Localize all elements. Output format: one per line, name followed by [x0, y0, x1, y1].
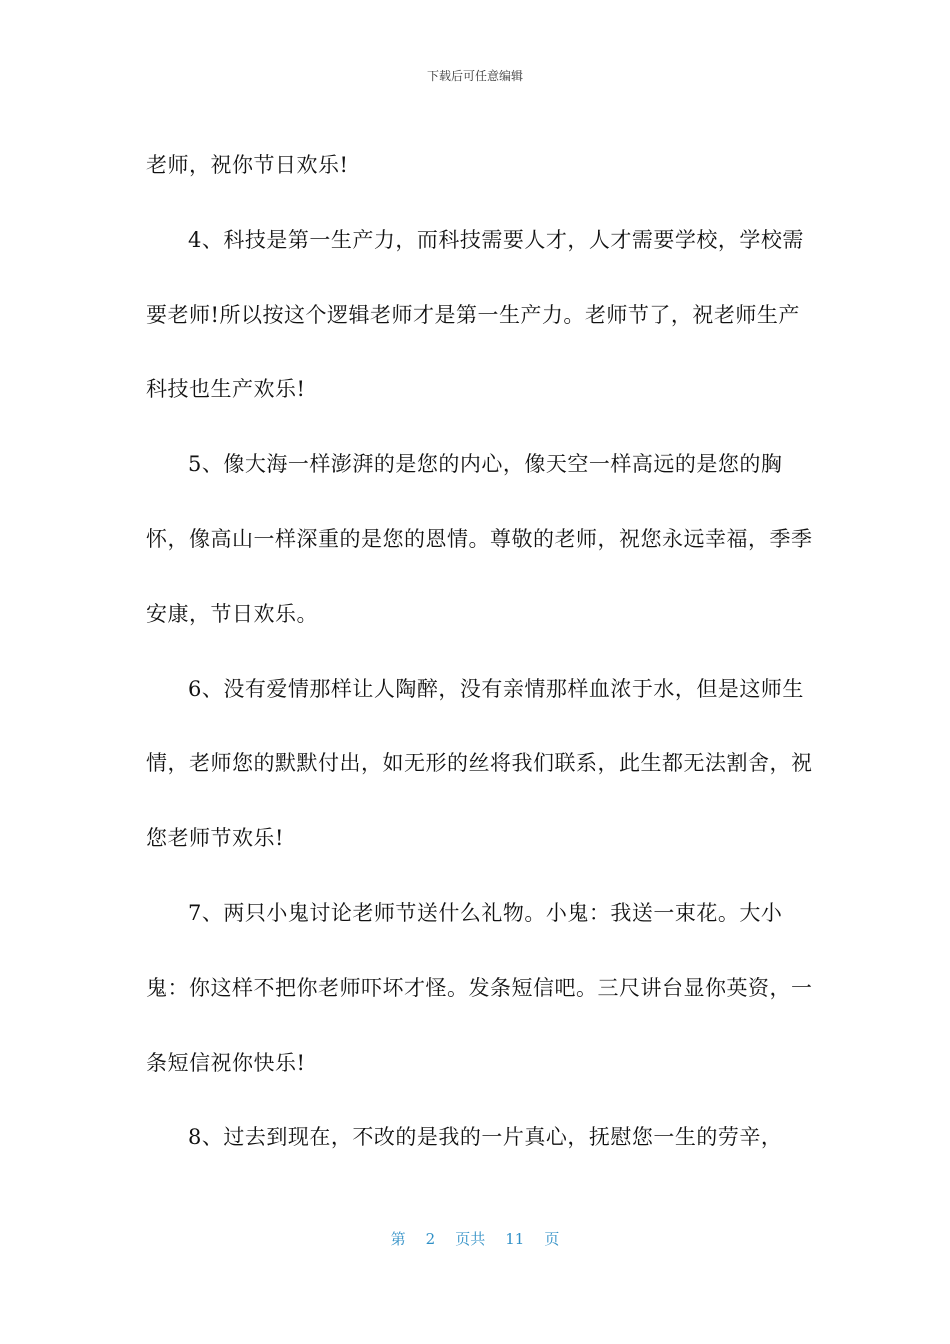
page-header: 下载后可任意编辑	[426, 69, 523, 83]
paragraph: 4、科技是第一生产力，而科技需要人才，人才需要学校，学校需要老师!所以按这个逻辑老师才是第一生产力。老师节了，祝老师生产科技也生产欢乐!	[146, 227, 804, 402]
paragraph: 6、没有爱情那样让人陶醉，没有亲情那样血浓于水，但是这师生情，老师您的默默付出，如无形的丝将我们联系，此生都无法割舍，祝您老师节欢乐!	[146, 676, 813, 851]
page-footer	[0, 1228, 950, 1249]
footer-suffix: 页	[544, 1230, 560, 1248]
footer-total-pages: 11	[505, 1230, 525, 1248]
document-body	[146, 128, 816, 1175]
paragraph: 老师，祝你节日欢乐!	[146, 153, 349, 177]
paragraph: 7、两只小鬼讨论老师节送什么礼物。小鬼：我送一束花。大小鬼：你这样不把你老师吓坏才怪。发条短信吧。三尺讲台显你英资，一条短信祝你快乐!	[146, 900, 813, 1075]
footer-prefix: 第	[390, 1230, 406, 1248]
footer-page-number: 2	[425, 1230, 436, 1248]
paragraph: 8、过去到现在，不改的是我的一片真心，抚慰您一生的劳辛，	[188, 1125, 783, 1150]
footer-middle: 页共	[455, 1230, 486, 1248]
paragraph: 5、像大海一样澎湃的是您的内心，像天空一样高远的是您的胸怀，像高山一样深重的是您的恩情。尊敬的老师，祝您永远幸福，季季安康，节日欢乐。	[146, 452, 813, 626]
